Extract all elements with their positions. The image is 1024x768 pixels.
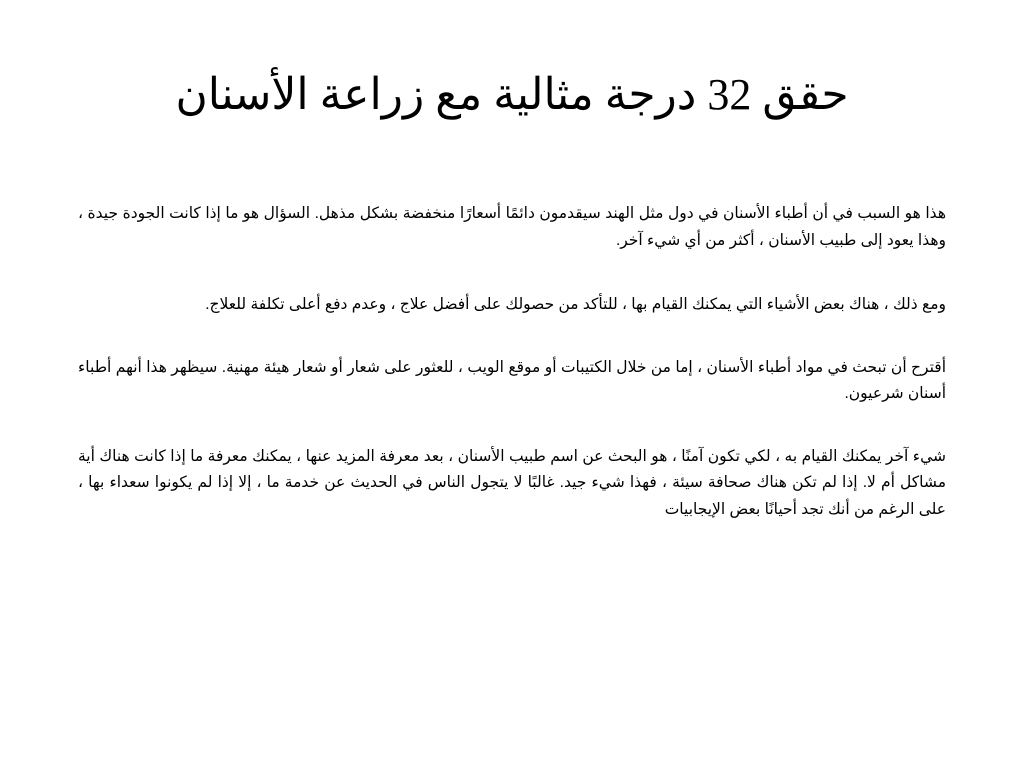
paragraph-4: شيء آخر يمكنك القيام به ، لكي تكون آمنًا ، هو البحث عن اسم طبيب الأسنان ، بعد معرفة المزيد عنها ، يمكنك معرفة ما إذا كانت هناك أية مشاكل أم لا. إذا لم تكن هناك صحافة سيئة ، فهذا شيء جيد. غالبًا لا يتجول الناس في الحديث عن خدمة ما ، إلا إذا لم يكونوا سعداء بها ، على الرغم من أنك تجد أحيانًا بعض الإيجابيات xyxy=(78,447,946,518)
paragraph-3: أقترح أن تبحث في مواد أطباء الأسنان ، إما من خلال الكتيبات أو موقع الويب ، للعثور على شعار أو شعار هيئة مهنية. سيظهر هذا أنهم أطباء أسنان شرعيون. xyxy=(78,358,946,402)
paragraph-1: هذا هو السبب في أن أطباء الأسنان في دول مثل الهند سيقدمون دائمًا أسعارًا منخفضة بشكل مذهل. السؤال هو ما إذا كانت الجودة جيدة ، وهذا يعود إلى طبيب الأسنان ، أكثر من أي شيء آخر. xyxy=(78,205,946,249)
paragraph-2: ومع ذلك ، هناك بعض الأشياء التي يمكنك القيام بها ، للتأكد من حصولك على أفضل علاج ، وعدم دفع أعلى تكلفة للعلاج. xyxy=(205,296,946,313)
slide-title: حقق 32 درجة مثالية مع زراعة الأسنان xyxy=(175,70,849,119)
slide-body xyxy=(78,201,946,523)
